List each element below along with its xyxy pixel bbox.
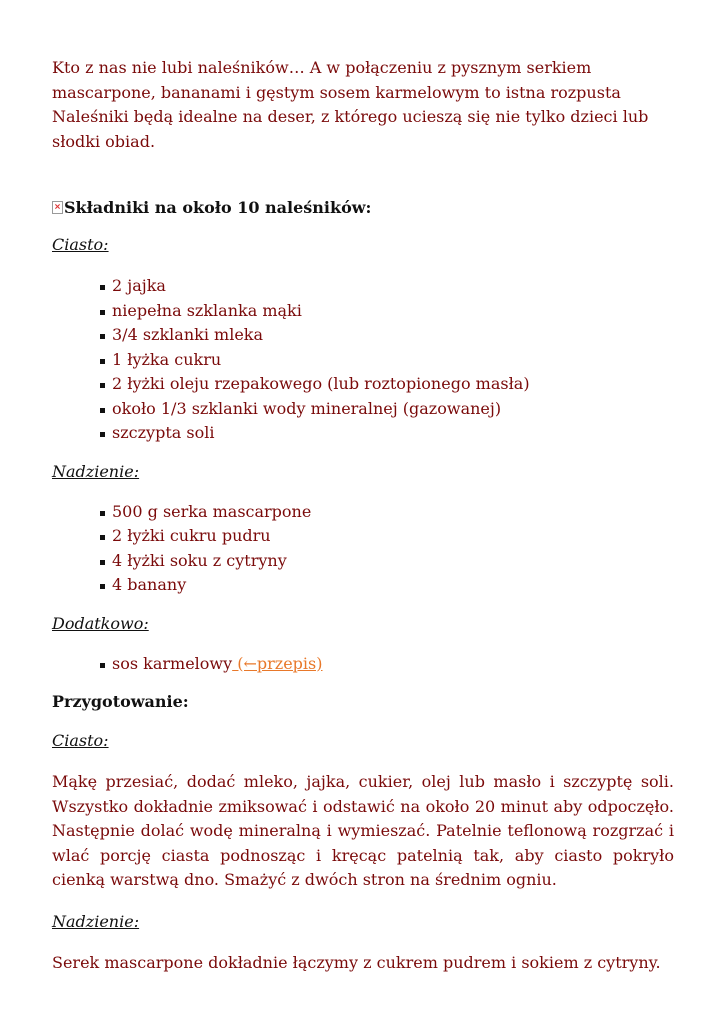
list-item: szczypta soli [100,421,674,446]
preparation-filling-paragraph: Serek mascarpone dokładnie łączymy z cukrem pudrem i sokiem z cytryny. [52,952,661,972]
ingredients-heading: Składniki na około 10 naleśników: [64,198,372,217]
list-item: 4 banany [100,573,674,598]
intro-paragraph: Kto z nas nie lubi naleśników… A w połączeniu z pysznym serkiem mascarpone, bananami i gęstym sosem karmelowym to istna rozpusta Naleśniki będą idealne na deser, z którego ucieszą się nie tylko dzieci lub słodki obiad. [52,58,649,151]
preparation-dough-paragraph: Mąkę przesiać, dodać mleko, jajka, cukier, olej lub masło i szczyptę soli. Wszystko dokładnie zmiksować i odstawić na około 20 minut aby odpoczęło. Następnie dolać wodę mineralną i wymieszać. Patelnie teflonową rozgrzać i wlać porcję ciasta podnosząc i kręcąc patelnią tak, aby ciasto pokryło cienką warstwą dno. Smażyć z dwóch stron na średnim ogniu. [52,772,674,889]
list-item: około 1/3 szklanki wody mineralnej (gazowanej) [100,397,674,422]
preparation-heading: Przygotowanie: [52,692,189,711]
article-body [52,56,674,975]
list-item: 3/4 szklanki mleka [100,323,674,348]
recipe-link[interactable]: (←przepis) [232,653,323,673]
dough-ingredients-list [52,274,674,446]
list-item [100,652,674,677]
list-item: 4 łyżki soku z cytryny [100,549,674,574]
dough-label: Ciasto: [52,235,109,254]
list-item: 2 łyżki oleju rzepakowego (lub roztopionego masła) [100,372,674,397]
list-item: niepełna szklanka mąki [100,299,674,324]
broken-image-icon [52,201,63,214]
preparation-dough-label: Ciasto: [52,731,109,750]
filling-label: Nadzienie: [52,461,140,481]
list-item: 2 jajka [100,274,674,299]
extras-item-text: sos karmelowy [112,653,233,673]
filling-ingredients-list [52,500,674,598]
list-item: 500 g serka mascarpone [100,500,674,525]
list-item: 1 łyżka cukru [100,348,674,373]
extras-label: Dodatkowo: [52,613,149,633]
list-item: 2 łyżki cukru pudru [100,524,674,549]
extras-list [52,652,674,677]
preparation-filling-label: Nadzienie: [52,911,140,931]
ingredients-heading-row [52,196,674,220]
